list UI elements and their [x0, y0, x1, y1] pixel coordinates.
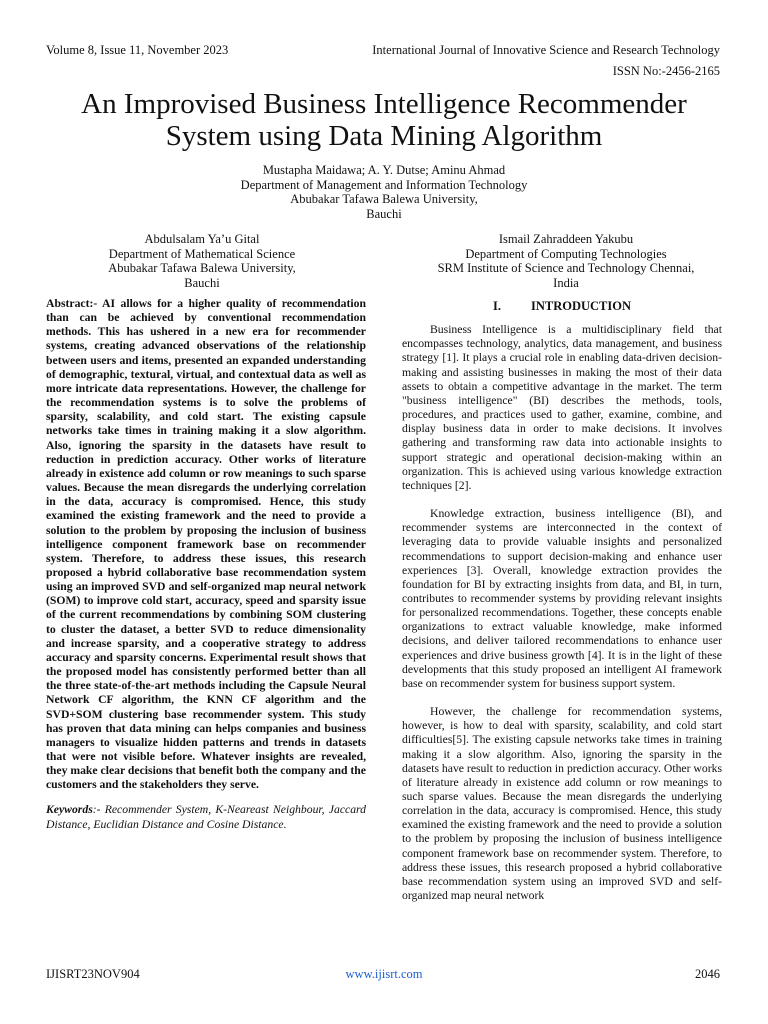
- author-left-dept: Department of Mathematical Science: [108, 246, 296, 261]
- footer-page-number: 2046: [695, 967, 720, 981]
- author-names: Mustapha Maidawa; A. Y. Dutse; Aminu Ahmad: [262, 163, 506, 177]
- abstract: [46, 297, 366, 792]
- footer-url-link[interactable]: www.ijisrt.com: [345, 967, 423, 981]
- author-right-univ: SRM Institute of Science and Technology Chennai,: [437, 261, 695, 276]
- author-block-main: [84, 163, 684, 221]
- left-column: [46, 297, 366, 832]
- author-block-left: [52, 232, 352, 290]
- header-issn: ISSN No:-2456-2165: [612, 64, 720, 78]
- keywords-text: :- Recommender System, K-Neareast Neighbour, Jaccard Distance, Euclidian Distance and Cosine Distance.: [46, 803, 366, 831]
- keywords: [46, 803, 366, 831]
- author-univ: Abubakar Tafawa Balewa University,: [290, 192, 478, 207]
- author-right-dept: Department of Computing Technologies: [465, 246, 667, 261]
- title-line-2: System using Data Mining Algorithm: [165, 120, 603, 152]
- footer-code: IJISRT23NOV904: [46, 967, 140, 981]
- author-left-city: Bauchi: [184, 275, 220, 290]
- title-line-1: An Improvised Business Intelligence Recommender: [81, 88, 687, 120]
- paper-title: [40, 88, 728, 152]
- author-left-name: Abdulsalam Ya’u Gital: [144, 232, 260, 246]
- section-title: INTRODUCTION: [530, 299, 631, 313]
- paragraph: However, the challenge for recommendation systems, however, is how to deal with sparsity, scalability, and cold start difficulties[5]. The existing capsule networks take times in training making it a slow algorithm. Also, ignoring the sparsity in the datasets have result to reduction in prediction accuracy. Other works of literature already in existence add column or row meanings to such sparse values. Because the mean disregards the underlying correlation in the data, accuracy is compromised. Hence, this study examined the existing framework and the need to provide a solution to the problem by proposing the inclusion of business intelligence component framework base on recommender system. Therefore, to address these issues, this research proposed a hybrid collaborative base recommendation system using an improved SVD and self-organized map neural network: [402, 705, 722, 903]
- right-column: [402, 297, 722, 917]
- header-volume: Volume 8, Issue 11, November 2023: [46, 43, 229, 57]
- section-number: I.: [492, 299, 501, 313]
- author-left-univ: Abubakar Tafawa Balewa University,: [108, 261, 296, 276]
- abstract-label: Abstract:-: [46, 297, 98, 310]
- keywords-label: Keywords: [46, 803, 93, 817]
- author-city: Bauchi: [366, 206, 402, 221]
- paragraph: Knowledge extraction, business intelligence (BI), and recommender systems are interconnected in the context of leveraging data to provide valuable insights and personalized recommendations to support decision-making and enhance user experiences [3]. Overall, knowledge extraction provides the foundation for BI by extracting insights from data, and BI, in turn, contributes to recommender systems by providing relevant insights for personalized recommendations. Together, these concepts enable organizations to extract valuable knowledge, make informed decisions, and deliver tailored recommendations to enhance user experiences and drive business growth [4]. It is in the light of these developments that this study proposed an intelligent AI framework base on recommender system for business support system.: [402, 507, 722, 690]
- abstract-text: AI allows for a higher quality of recommendation than can be achieved by conventional recommendation methods. This has ushered in a new era for recommender systems, creating advanced observations of the relationship between users and items, presented an expanded understanding of demographic, textural, virtual, and contextual data as well as more intricate data representations. However, the challenge for the recommendation systems is to solve the problems of sparsity, scalability, and cold start. The existing capsule networks take times in training making it a slow algorithm. Also, ignoring the sparsity in the datasets have result to reduction in prediction accuracy. Other works of literature already in existence add column or row meanings to such sparse values. Because the mean disregards the underlying correlation in the data, accuracy is compromised. Hence, this study examined the existing framework and the need to provide a solution to the problem by proposing the inclusion of business intelligence component framework base on recommender system. Therefore, to address these issues, this research proposed a hybrid collaborative base recommendation system using an improved SVD and self-organized map neural network (SOM) to improve cold start, accuracy, speed and sparsity issue of the current recommendations by combining SOM clustering to cluster the dataset, a better SVD to reduce dimensionality and increase sparsity, and a cooperative strategy to address accuracy and sparsity concerns. Experimental result shows that the proposed model has consistently performed better than all the three state-of-the-art methods including the Capsule Neural Network CF algorithm, the KNN CF algorithm and the SVD+SOM clustering base recommender system. This study has proven that data mining can helps companies and business managers to visualize hidden patterns and trends in datasets that were not visible before. Whatever insights are revealed, they make clear decisions that benefit both the company and the customers and the stakeholders they serve.: [46, 297, 366, 792]
- header-journal: International Journal of Innovative Science and Research Technology: [372, 43, 720, 57]
- author-dept: Department of Management and Information Technology: [240, 177, 528, 192]
- paragraph: Business Intelligence is a multidisciplinary field that encompasses technology, analytics, data management, and business strategy [1]. It plays a crucial role in enabling data-driven decision-making and assisting businesses in making the most of their data assets to obtain a competitive advantage in the market. The term "business intelligence" (BI) describes the methods, tools, procedures, and practices used to gather, examine, combine, and display business data in order to make decisions. It involves gathering and transforming raw data into actionable insights to support strategic and operational decision-making within an organization. This is achieved using various knowledge extraction techniques [2].: [402, 323, 722, 492]
- author-block-right: [416, 232, 716, 290]
- section-heading: [402, 299, 722, 313]
- author-right-name: Ismail Zahraddeen Yakubu: [498, 232, 634, 246]
- author-right-country: India: [553, 275, 579, 290]
